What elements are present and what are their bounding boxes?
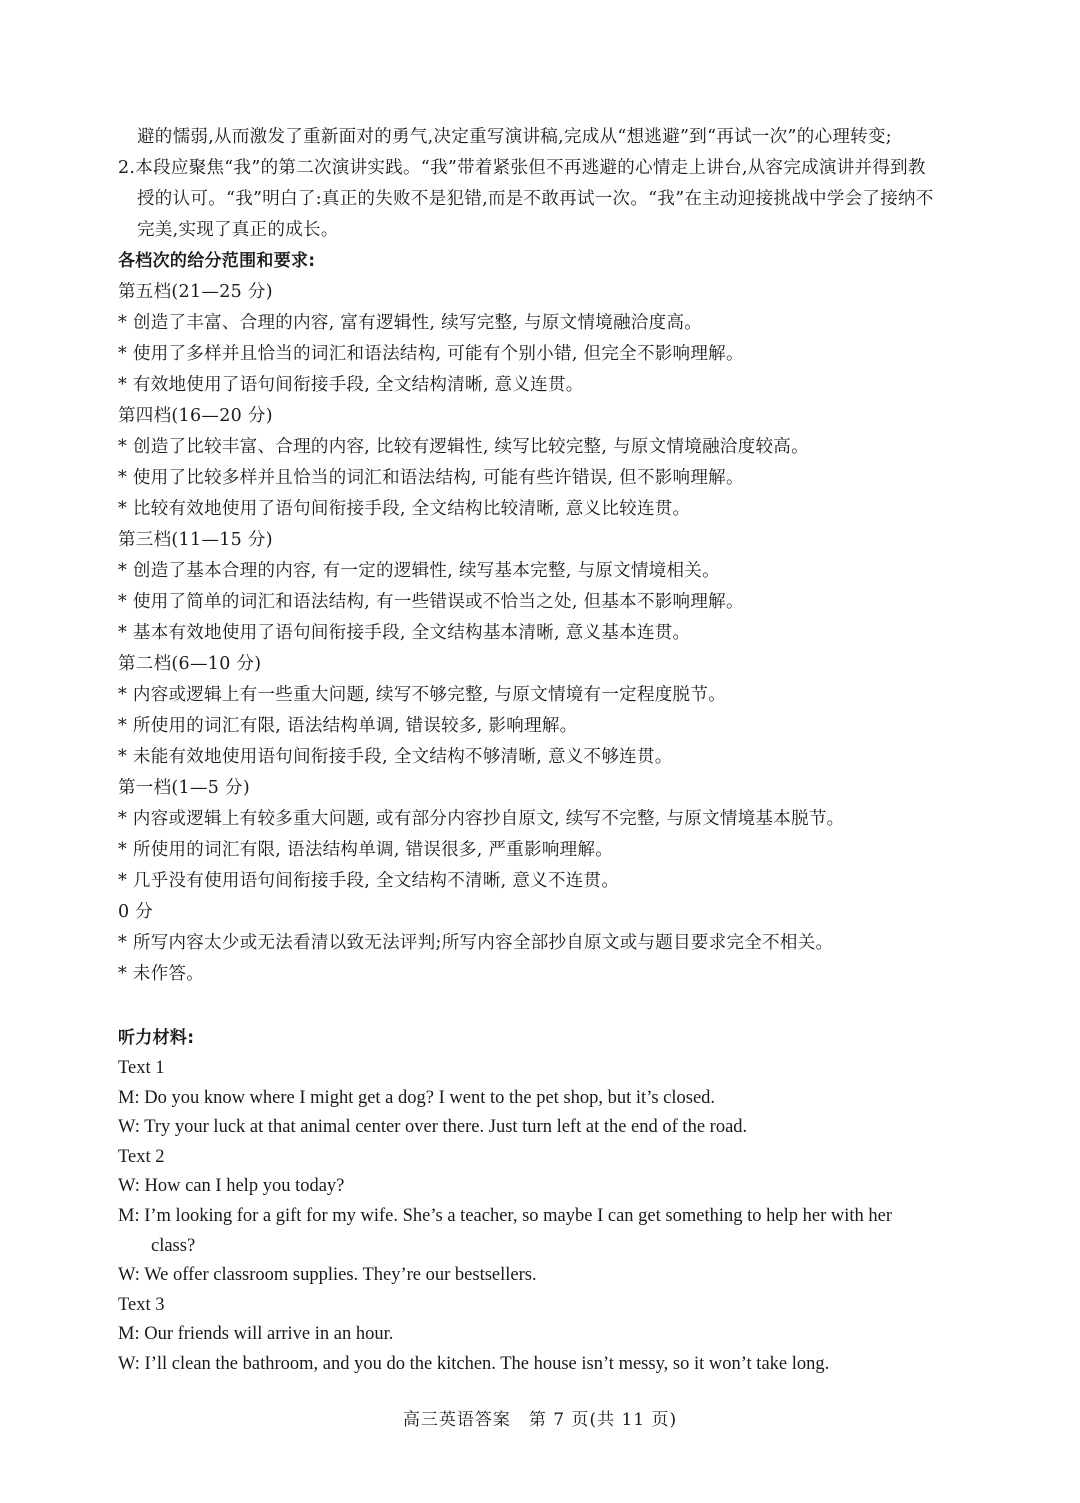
text-title: Text 2 [118,1146,165,1167]
level-criterion: * 内容或逻辑上有较多重大问题, 或有部分内容抄自原文, 续写不完整, 与原文情境基本脱节。 [118,809,845,829]
level-criterion: * 所写内容太少或无法看清以致无法评判;所写内容全部抄自原文或与题目要求完全不相关。 [118,933,834,953]
point-2-line: 授的认可。“我”明白了:真正的失败不是犯错,而是不敢再试一次。“我”在主动迎接挑战中学会了接纳不 [137,189,934,209]
level-title: 第四档(16—20 分) [118,406,273,426]
level-criterion: * 创造了丰富、合理的内容, 富有逻辑性, 续写完整, 与原文情境融洽度高。 [118,313,703,333]
level-criterion: * 使用了比较多样并且恰当的词汇和语法结构, 可能有些许错误, 但不影响理解。 [118,468,744,488]
dialogue-line: M: Our friends will arrive in an hour. [118,1324,394,1345]
level-title: 第五档(21—25 分) [118,282,273,302]
listening-heading: 听力材料: [118,1028,195,1048]
level-title: 第一档(1—5 分) [118,778,250,798]
dialogue-line: W: Try your luck at that animal center over there. Just turn left at the end of the road. [118,1117,748,1138]
level-criterion: * 使用了多样并且恰当的词汇和语法结构, 可能有个别小错, 但完全不影响理解。 [118,344,744,364]
level-criterion: * 比较有效地使用了语句间衔接手段, 全文结构比较清晰, 意义比较连贯。 [118,499,691,519]
level-title: 第三档(11—15 分) [118,530,273,550]
intro-line: 避的懦弱,从而激发了重新面对的勇气,决定重写演讲稿,完成从“想逃避”到“再试一次”的心理转变; [137,127,892,147]
answer-page [118,122,978,1380]
text-title: Text 1 [118,1058,165,1078]
point-2-line: 2.本段应聚焦“我”的第二次演讲实践。“我”带着紧张但不再逃避的心情走上讲台,从容完成演讲并得到教 [118,158,926,178]
dialogue-line: M: Do you know where I might get a dog? I went to the pet shop, but it’s closed. [118,1087,716,1108]
level-criterion: * 所使用的词汇有限, 语法结构单调, 错误较多, 影响理解。 [118,716,578,736]
level-title: 第二档(6—10 分) [118,654,262,674]
level-criterion: * 基本有效地使用了语句间衔接手段, 全文结构基本清晰, 意义基本连贯。 [118,623,691,643]
level-criterion: * 未作答。 [118,964,205,984]
dialogue-line: class? [151,1235,196,1256]
level-criterion: * 所使用的词汇有限, 语法结构单调, 错误很多, 严重影响理解。 [118,840,614,860]
dialogue-line: W: How can I help you today? [118,1176,345,1197]
level-criterion: * 有效地使用了语句间衔接手段, 全文结构清晰, 意义连贯。 [118,375,584,395]
dialogue-line: W: We offer classroom supplies. They’re our bestsellers. [118,1265,537,1286]
level-criterion: * 创造了比较丰富、合理的内容, 比较有逻辑性, 续写比较完整, 与原文情境融洽度较高。 [118,437,809,457]
level-criterion: * 几乎没有使用语句间衔接手段, 全文结构不清晰, 意义不连贯。 [118,871,620,891]
point-2-line: 完美,实现了真正的成长。 [137,220,339,240]
dialogue-line: M: I’m looking for a gift for my wife. She’s a teacher, so maybe I can get something to help her with her [118,1205,892,1226]
level-criterion: * 使用了简单的词汇和语法结构, 有一些错误或不恰当之处, 但基本不影响理解。 [118,592,744,612]
level-criterion: * 创造了基本合理的内容, 有一定的逻辑性, 续写基本完整, 与原文情境相关。 [118,561,720,581]
level-title: 0 分 [118,902,154,922]
text-title: Text 3 [118,1294,165,1315]
grading-heading: 各档次的给分范围和要求: [118,251,316,271]
level-criterion: * 内容或逻辑上有一些重大问题, 续写不够完整, 与原文情境有一定程度脱节。 [118,685,726,705]
page-footer: 高三英语答案 第 7 页(共 11 页) [402,1410,678,1430]
dialogue-line: W: I’ll clean the bathroom, and you do the kitchen. The house isn’t messy, so it won’t take long. [118,1353,830,1374]
level-criterion: * 未能有效地使用语句间衔接手段, 全文结构不够清晰, 意义不够连贯。 [118,747,673,767]
